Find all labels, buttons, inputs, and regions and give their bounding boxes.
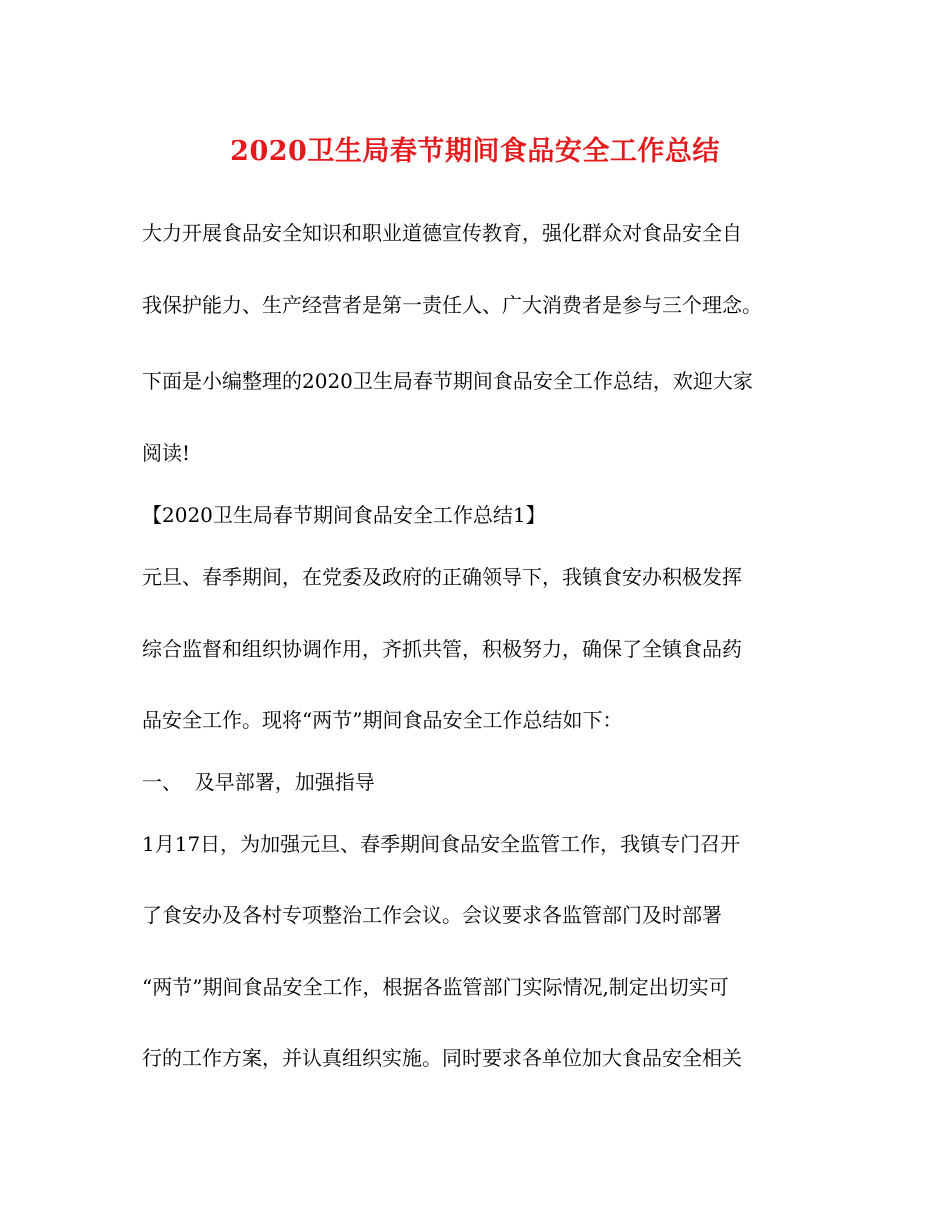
paragraph-line: 品安全工作。现将“两节”期间食品安全工作总结如下：: [142, 708, 623, 732]
paragraph-line: 阅读!: [142, 441, 191, 465]
paragraph-line: 我保护能力、生产经营者是第一责任人、广大消费者是参与三个理念。: [142, 293, 762, 317]
paragraph-line: 了食安办及各村专项整治工作会议。会议要求各监管部门及时部署: [142, 903, 722, 927]
paragraph-line: 1月17日，为加强元旦、春季期间食品安全监管工作，我镇专门召开: [142, 832, 741, 856]
subsection-heading: 一、 及早部署，加强指导: [142, 770, 375, 794]
document-title: 2020卫生局春节期间食品安全工作总结: [230, 136, 720, 167]
paragraph-line: 综合监督和组织协调作用，齐抓共管，积极努力，确保了全镇食品药: [142, 637, 742, 661]
paragraph-line: 大力开展食品安全知识和职业道德宣传教育，强化群众对食品安全自: [142, 221, 742, 245]
paragraph-line: “两节”期间食品安全工作，根据各监管部门实际情况,制定出切实可: [142, 975, 729, 999]
paragraph-line: 行的工作方案，并认真组织实施。同时要求各单位加大食品安全相关: [142, 1046, 742, 1070]
section-heading: 【2020卫生局春节期间食品安全工作总结1】: [142, 503, 546, 527]
paragraph-line: 元旦、春季期间，在党委及政府的正确领导下，我镇食安办积极发挥: [142, 565, 742, 589]
paragraph-line: 下面是小编整理的2020卫生局春节期间食品安全工作总结，欢迎大家: [142, 369, 753, 393]
